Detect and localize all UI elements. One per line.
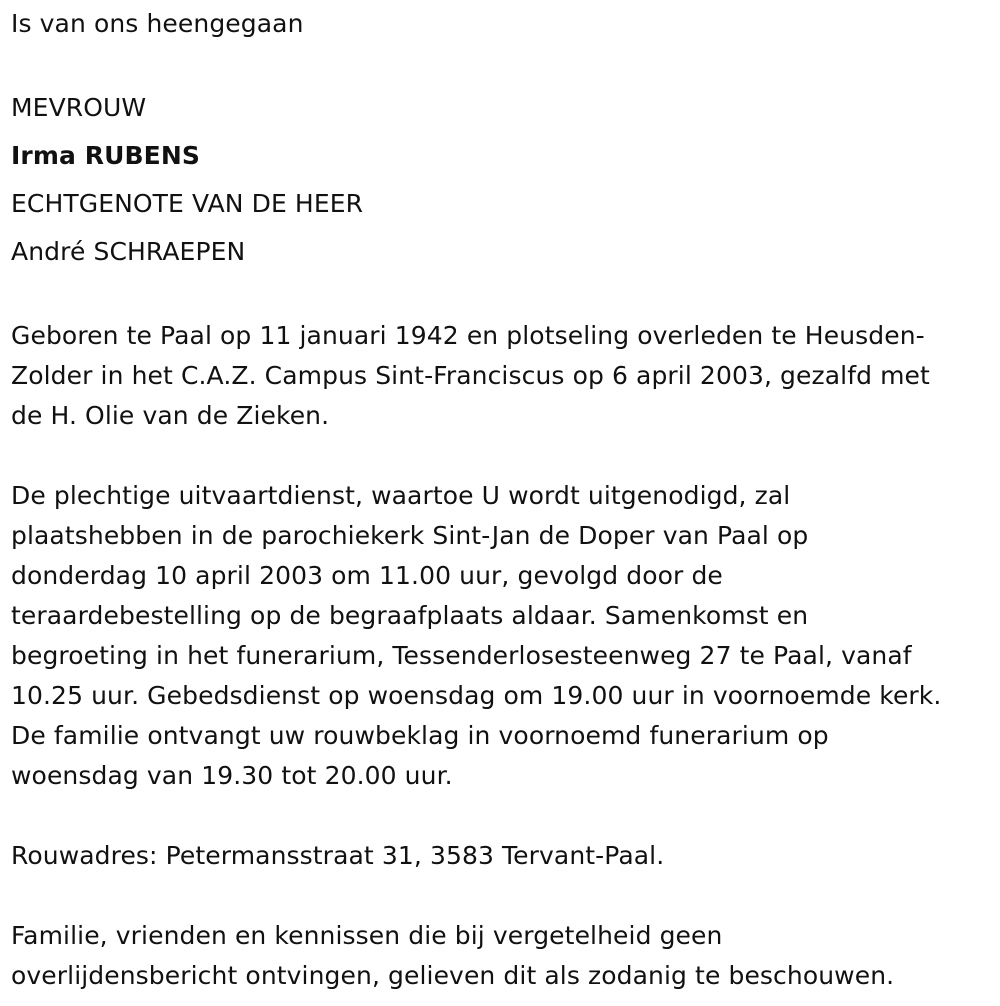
paragraph-line: Familie, vrienden en kennissen die bij vergetelheid geen — [11, 921, 723, 950]
paragraph-line: begroeting in het funerarium, Tessenderlosesteenweg 27 te Paal, vanaf — [11, 641, 912, 670]
title-text: MEVROUW — [11, 93, 147, 122]
paragraph-line: plaatshebben in de parochiekerk Sint-Jan de Doper van Paal op — [11, 521, 809, 550]
paragraph-line: teraardebestelling op de begraafplaats aldaar. Samenkomst en — [11, 601, 809, 630]
death-notice — [11, 4, 996, 996]
deceased-block — [11, 84, 996, 276]
paragraph-line: 10.25 uur. Gebedsdienst op woensdag om 19.00 uur in voornoemde kerk. — [11, 681, 942, 710]
paragraph-line: De plechtige uitvaartdienst, waartoe U wordt uitgenodigd, zal — [11, 481, 791, 510]
deceased-name: Irma RUBENS — [11, 141, 200, 170]
paragraph-line: donderdag 10 april 2003 om 11.00 uur, gevolgd door de — [11, 561, 723, 590]
address-paragraph — [11, 836, 996, 876]
paragraph-line: de H. Olie van de Zieken. — [11, 401, 330, 430]
paragraph-line: Geboren te Paal op 11 januari 1942 en plotseling overleden te Heusden- — [11, 321, 925, 350]
funeral-paragraph — [11, 476, 996, 796]
birth-death-paragraph — [11, 316, 996, 436]
paragraph-line: Zolder in het C.A.Z. Campus Sint-Franciscus op 6 april 2003, gezalfd met — [11, 361, 930, 390]
paragraph-line: De familie ontvangt uw rouwbeklag in voornoemd funerarium op — [11, 721, 829, 750]
mourning-address: Rouwadres: Petermansstraat 31, 3583 Tervant-Paal. — [11, 841, 665, 870]
intro-line: Is van ons heengegaan — [11, 9, 304, 38]
paragraph-line: overlijdensbericht ontvingen, gelieven dit als zodanig te beschouwen. — [11, 961, 895, 990]
intro-text — [11, 4, 996, 44]
closing-paragraph — [11, 916, 996, 996]
relation-text: ECHTGENOTE VAN DE HEER — [11, 189, 364, 218]
paragraph-line: woensdag van 19.30 tot 20.00 uur. — [11, 761, 453, 790]
spouse-name: André SCHRAEPEN — [11, 237, 246, 266]
